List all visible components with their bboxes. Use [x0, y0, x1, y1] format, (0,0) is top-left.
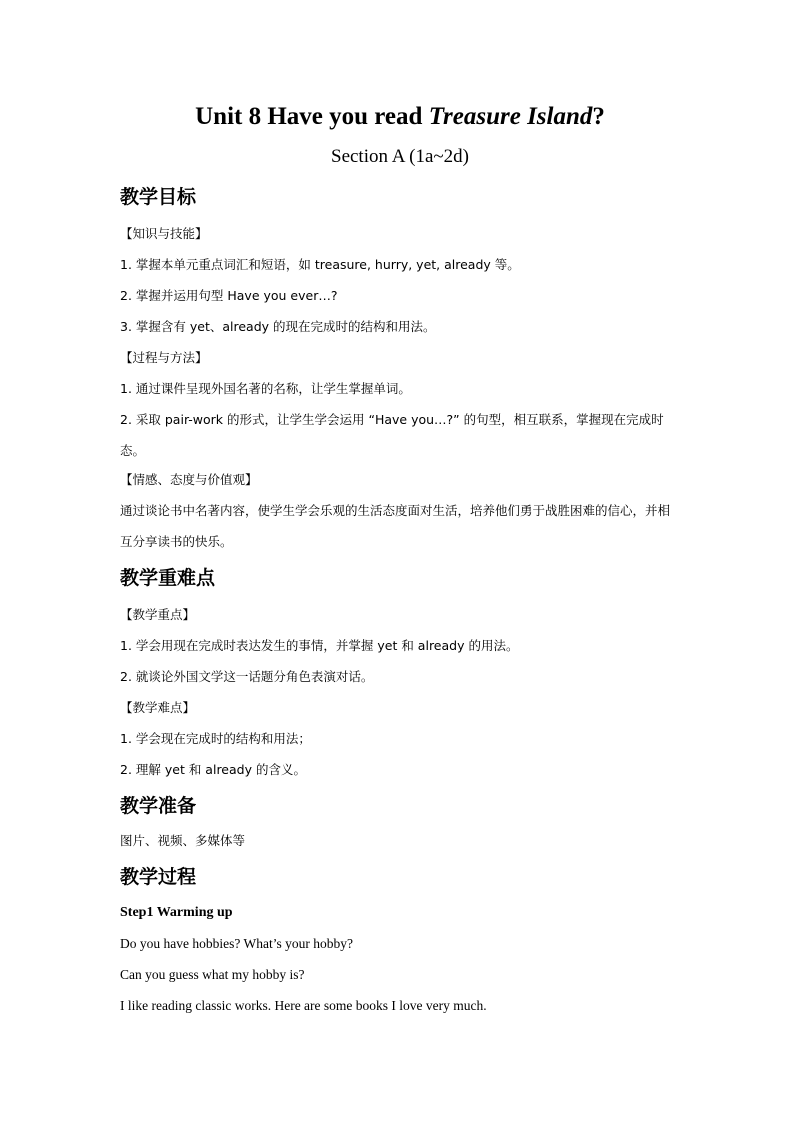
unit-title: [120, 100, 680, 134]
focus-item-2: 2. 就谈论外国文学这一话题分角色表演对话。: [120, 669, 374, 684]
label-process: 【过程与方法】: [120, 350, 208, 365]
process-item-1: 1. 通过课件呈现外国名著的名称，让学生掌握单词。: [120, 381, 411, 396]
difficulty-item-1: 1. 学会现在完成时的结构和用法；: [120, 731, 311, 746]
knowledge-item-1: 1. 掌握本单元重点词汇和短语，如 treasure, hurry, yet, already 等。: [120, 257, 520, 272]
knowledge-item-3: 3. 掌握含有 yet、already 的现在完成时的结构和用法。: [120, 319, 436, 334]
document-body: [120, 100, 680, 1015]
difficulty-item-2: 2. 理解 yet 和 already 的含义。: [120, 762, 306, 777]
warmup-line-2: Can you guess what my hobby is?: [120, 967, 305, 982]
label-knowledge: 【知识与技能】: [120, 226, 208, 241]
title-prefix: Unit 8 Have you read: [195, 103, 429, 130]
label-emotion: 【情感、态度与价值观】: [120, 472, 258, 487]
warmup-line-1: Do you have hobbies? What’s your hobby?: [120, 936, 353, 951]
warmup-line-3: I like reading classic works. Here are some books I love very much.: [120, 998, 487, 1013]
heading-objectives: 教学目标: [120, 186, 197, 208]
title-book-name: Treasure Island: [428, 103, 593, 130]
knowledge-item-2: 2. 掌握并运用句型 Have you ever…?: [120, 288, 338, 303]
process-item-2: 2. 采取 pair-work 的形式，让学生学会运用 “Have you…?” 的句型，相互联系，掌握现在完成时态。: [120, 412, 664, 458]
focus-item-1: 1. 学会用现在完成时表达发生的事情，并掌握 yet 和 already 的用法。: [120, 638, 519, 653]
preparation-text: 图片、视频、多媒体等: [120, 833, 246, 848]
title-suffix: ?: [592, 103, 605, 130]
heading-teaching-process: 教学过程: [120, 866, 197, 888]
heading-preparation: 教学准备: [120, 795, 197, 817]
label-difficulty: 【教学难点】: [120, 700, 196, 715]
emotion-text: 通过谈论书中名著内容，使学生学会乐观的生活态度面对生活，培养他们勇于战胜困难的信心，并相互分享读书的快乐。: [120, 503, 671, 549]
step1-heading: Step1 Warming up: [120, 905, 233, 920]
label-focus: 【教学重点】: [120, 607, 196, 622]
section-subtitle: Section A (1a~2d): [331, 146, 469, 167]
heading-key-points: 教学重难点: [120, 567, 216, 589]
